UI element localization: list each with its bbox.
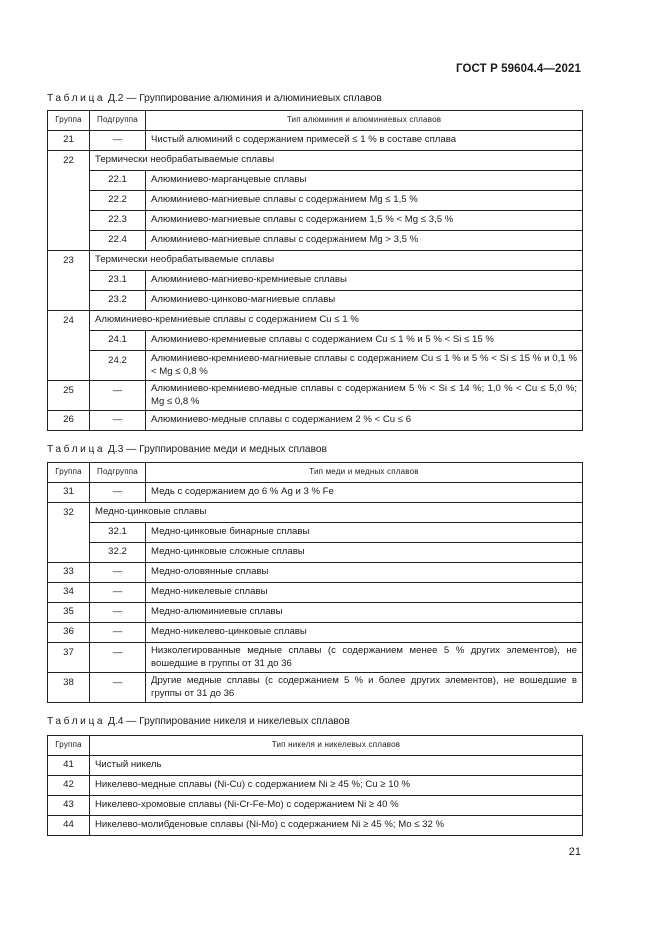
type-cell: Алюминиево-цинково-магниевые сплавы: [146, 291, 583, 311]
table-row: [48, 776, 583, 796]
table-d4-caption-text: Д.4 — Группирование никеля и никелевых сплавов: [105, 716, 350, 727]
table-row: [48, 673, 583, 703]
type-cell: Алюминиево-магниево-кремниевые сплавы: [146, 271, 583, 291]
subgroup-cell: —: [90, 623, 146, 643]
table-row: [48, 311, 583, 331]
table-d4-caption: [47, 716, 350, 727]
subgroup-cell: 22.2: [90, 191, 146, 211]
group-cell: 37: [48, 643, 90, 673]
table-row: [48, 151, 583, 171]
subgroup-cell: —: [90, 483, 146, 503]
subgroup-cell: 24.2: [90, 351, 146, 381]
subgroup-cell: —: [90, 643, 146, 673]
table-row: [48, 623, 583, 643]
type-cell: Чистый никель: [90, 756, 583, 776]
table-d3-caption-prefix: Таблица: [47, 444, 106, 455]
table-d2-caption: [47, 93, 382, 104]
column-header-type: Тип меди и медных сплавов: [146, 463, 583, 483]
group-cell: 26: [48, 411, 90, 431]
table-row: [48, 231, 583, 251]
type-cell: Алюминиево-магниевые сплавы с содержанием 1,5 % < Mg ≤ 3,5 %: [146, 211, 583, 231]
type-cell: Медно-никелевые сплавы: [146, 583, 583, 603]
type-cell: Чистый алюминий с содержанием примесей ≤ 1 % в составе сплава: [146, 131, 583, 151]
table-row: [48, 543, 583, 563]
type-cell: Медно-никелево-цинковые сплавы: [146, 623, 583, 643]
type-cell: Медь с содержанием до 6 % Ag и 3 % Fe: [146, 483, 583, 503]
group-cell: 36: [48, 623, 90, 643]
type-cell: Алюминиево-кремниевые сплавы с содержанием Cu ≤ 1 %: [90, 311, 583, 331]
type-cell: Другие медные сплавы (с содержанием 5 % и более других элементов), не вошедшие в группы от 31 до 36: [146, 673, 583, 703]
group-cell: 22: [48, 151, 90, 251]
subgroup-cell: —: [90, 381, 146, 411]
group-cell: 33: [48, 563, 90, 583]
column-header-type: Тип алюминия и алюминиевых сплавов: [146, 111, 583, 131]
subgroup-cell: —: [90, 583, 146, 603]
subgroup-cell: —: [90, 131, 146, 151]
group-cell: 44: [48, 816, 90, 836]
type-cell: Термически необрабатываемые сплавы: [90, 251, 583, 271]
table-header-row: [48, 111, 583, 131]
type-cell: Алюминиево-кремниево-медные сплавы с содержанием 5 % < Si ≤ 14 %; 1,0 % < Cu ≤ 5,0 %; Mg ≤ 0,8 %: [146, 381, 583, 411]
table-row: [48, 483, 583, 503]
group-cell: 42: [48, 776, 90, 796]
group-cell: 23: [48, 251, 90, 311]
group-cell: 21: [48, 131, 90, 151]
group-cell: 38: [48, 673, 90, 703]
table-header-row: [48, 736, 583, 756]
subgroup-cell: 23.1: [90, 271, 146, 291]
type-cell: Никелево-медные сплавы (Ni-Cu) с содержанием Ni ≥ 45 %; Cu ≥ 10 %: [90, 776, 583, 796]
table-d3-caption-text: Д.3 — Группирование меди и медных сплавов: [105, 444, 327, 455]
group-cell: 24: [48, 311, 90, 381]
column-header-type: Тип никеля и никелевых сплавов: [90, 736, 583, 756]
table-d3-caption: [47, 444, 327, 455]
table-row: [48, 171, 583, 191]
table-d2-caption-prefix: Таблица: [47, 93, 106, 104]
document-id: ГОСТ Р 59604.4—2021: [456, 63, 581, 75]
table-row: [48, 271, 583, 291]
group-cell: 31: [48, 483, 90, 503]
table-row: [48, 816, 583, 836]
column-header-group: Группа: [48, 463, 90, 483]
group-cell: 41: [48, 756, 90, 776]
subgroup-cell: 22.4: [90, 231, 146, 251]
table-row: [48, 251, 583, 271]
table-d3: [47, 462, 583, 703]
type-cell: Медно-цинковые сложные сплавы: [146, 543, 583, 563]
subgroup-cell: 22.3: [90, 211, 146, 231]
table-row: [48, 331, 583, 351]
type-cell: Медно-цинковые сплавы: [90, 503, 583, 523]
table-row: [48, 381, 583, 411]
column-header-group: Группа: [48, 111, 90, 131]
type-cell: Медно-алюминиевые сплавы: [146, 603, 583, 623]
table-row: [48, 603, 583, 623]
table-d2: [47, 110, 583, 431]
group-cell: 34: [48, 583, 90, 603]
subgroup-cell: 32.1: [90, 523, 146, 543]
table-row: [48, 796, 583, 816]
table-row: [48, 211, 583, 231]
type-cell: Низколегированные медные сплавы (с содержанием менее 5 % других элементов), не вошедшие в группы от 31 до 36: [146, 643, 583, 673]
table-header-row: [48, 463, 583, 483]
subgroup-cell: 23.2: [90, 291, 146, 311]
table-row: [48, 503, 583, 523]
table-row: [48, 523, 583, 543]
type-cell: Медно-цинковые бинарные сплавы: [146, 523, 583, 543]
table-d2-caption-text: Д.2 — Группирование алюминия и алюминиевых сплавов: [105, 93, 382, 104]
type-cell: Алюминиево-магниевые сплавы с содержанием Mg > 3,5 %: [146, 231, 583, 251]
table-row: [48, 583, 583, 603]
subgroup-cell: —: [90, 603, 146, 623]
table-row: [48, 643, 583, 673]
table-row: [48, 563, 583, 583]
table-row: [48, 291, 583, 311]
type-cell: Термически необрабатываемые сплавы: [90, 151, 583, 171]
group-cell: 32: [48, 503, 90, 563]
table-row: [48, 131, 583, 151]
type-cell: Алюминиево-марганцевые сплавы: [146, 171, 583, 191]
type-cell: Алюминиево-медные сплавы с содержанием 2 % < Cu ≤ 6: [146, 411, 583, 431]
subgroup-cell: 24.1: [90, 331, 146, 351]
subgroup-cell: —: [90, 563, 146, 583]
type-cell: Никелево-хромовые сплавы (Ni-Cr-Fe-Mo) с содержанием Ni ≥ 40 %: [90, 796, 583, 816]
column-header-subgroup: Подгруппа: [90, 111, 146, 131]
table-row: [48, 411, 583, 431]
subgroup-cell: —: [90, 411, 146, 431]
column-header-group: Группа: [48, 736, 90, 756]
table-row: [48, 191, 583, 211]
table-row: [48, 756, 583, 776]
table-d4: [47, 735, 583, 836]
type-cell: Алюминиево-магниевые сплавы с содержанием Mg ≤ 1,5 %: [146, 191, 583, 211]
group-cell: 25: [48, 381, 90, 411]
subgroup-cell: 32.2: [90, 543, 146, 563]
column-header-subgroup: Подгруппа: [90, 463, 146, 483]
type-cell: Медно-оловянные сплавы: [146, 563, 583, 583]
group-cell: 35: [48, 603, 90, 623]
subgroup-cell: 22.1: [90, 171, 146, 191]
type-cell: Алюминиево-кремниево-магниевые сплавы с содержанием Cu ≤ 1 % и 5 % < Si ≤ 15 % и 0,1 % < Mg ≤ 0,8 %: [146, 351, 583, 381]
page-number: 21: [568, 846, 581, 858]
table-d4-caption-prefix: Таблица: [47, 716, 106, 727]
table-row: [48, 351, 583, 381]
subgroup-cell: —: [90, 673, 146, 703]
type-cell: Алюминиево-кремниевые сплавы с содержанием Cu ≤ 1 % и 5 % < Si ≤ 15 %: [146, 331, 583, 351]
type-cell: Никелево-молибденовые сплавы (Ni-Mo) с содержанием Ni ≥ 45 %; Mo ≤ 32 %: [90, 816, 583, 836]
group-cell: 43: [48, 796, 90, 816]
